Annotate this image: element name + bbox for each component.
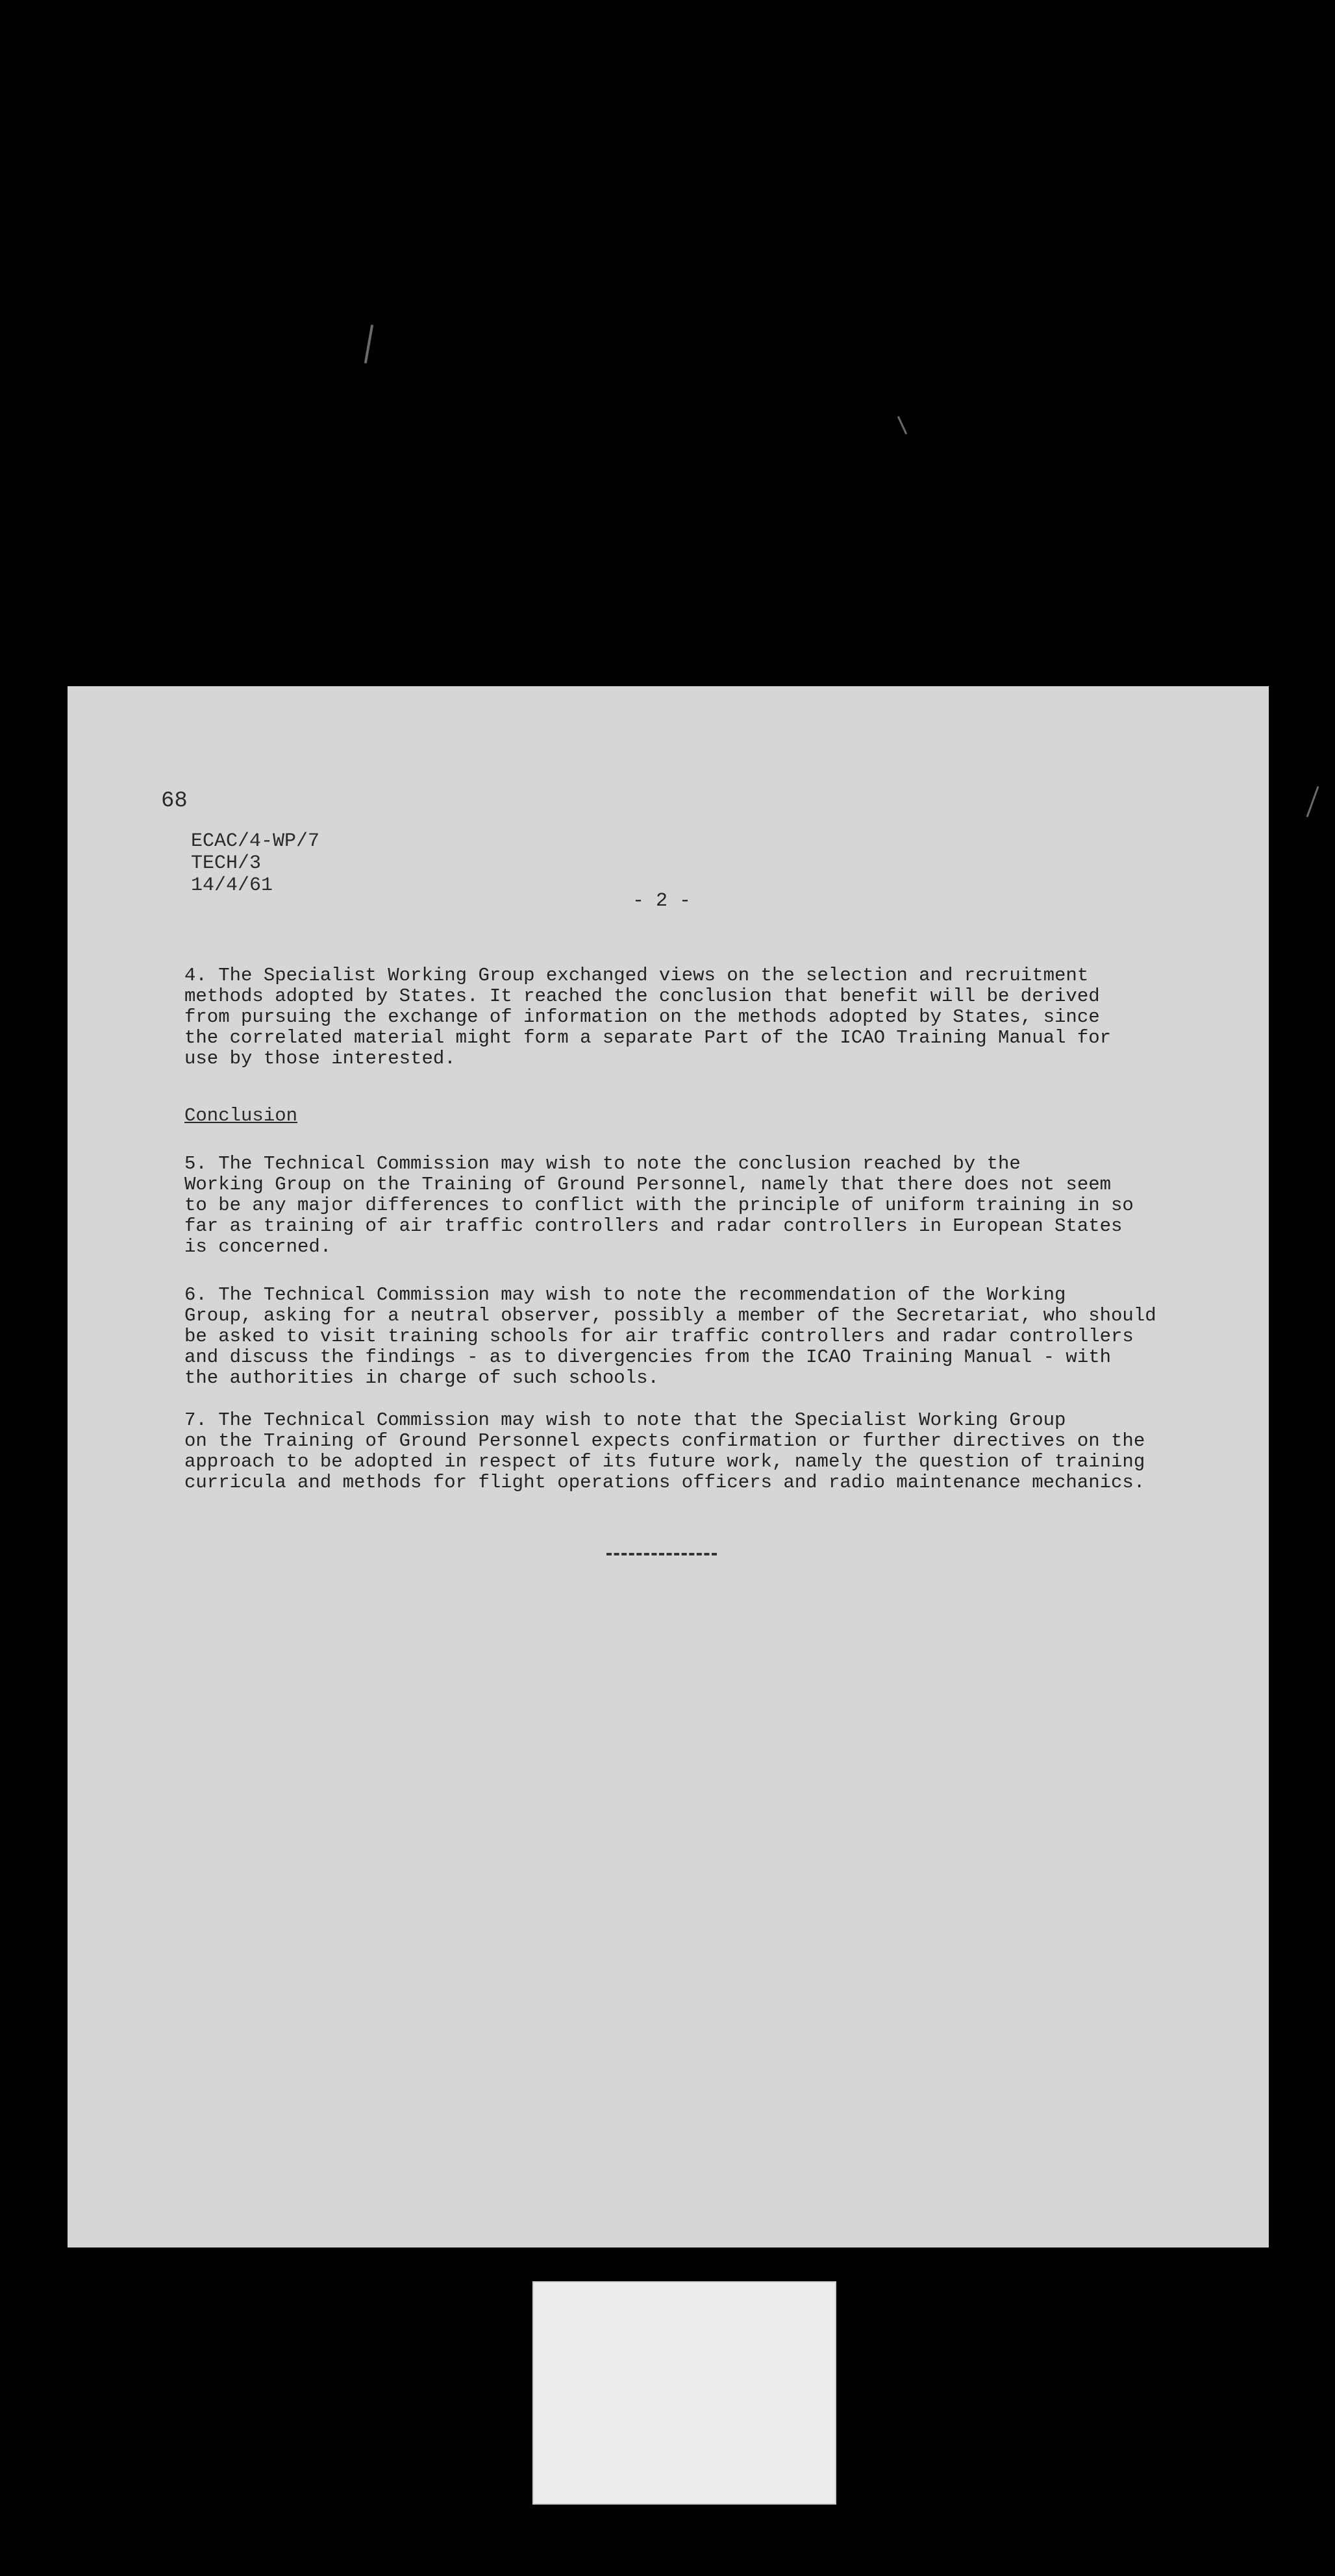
film-scratch-mark	[364, 325, 373, 364]
paragraph-6: 6. The Technical Commission may wish to note the recommendation of the Working Group, asking for a neutral observer, possibly a member of the Secretariat, who should be asked to visit training schools for air traffic controllers and radar controllers and discuss the findings - as to divergencies from the ICAO Training Manual - with the authorities in charge of such schools.	[184, 1284, 1156, 1389]
document-page	[68, 686, 1269, 2248]
reference-line: TECH/3	[191, 852, 262, 874]
end-of-document-rule	[606, 1553, 717, 1555]
paragraph-5: 5. The Technical Commission may wish to note the conclusion reached by the Working Group on the Training of Ground Personnel, namely that there does not seem to be any major differences to conflict with the principle of uniform training in so far as training of air traffic controllers and radar controllers in European States is concerned.	[184, 1153, 1134, 1257]
film-scratch-mark	[1306, 786, 1319, 817]
reference-line: ECAC/4-WP/7	[191, 830, 320, 852]
film-scratch-mark	[897, 416, 907, 434]
page-number: 68	[161, 789, 188, 813]
reference-line: 14/4/61	[191, 874, 273, 897]
conclusion-heading: Conclusion	[184, 1105, 298, 1126]
center-page-number: - 2 -	[632, 890, 692, 912]
document-reference	[191, 830, 319, 897]
paragraph-7: 7. The Technical Commission may wish to note that the Specialist Working Group on the Training of Ground Personnel expects confirmation or further directives on the approach to be adopted in respect of its future work, namely the question of training curricula and methods for flight operations officers and radio maintenance mechanics.	[184, 1409, 1145, 1493]
paragraph-4: 4. The Specialist Working Group exchanged views on the selection and recruitment methods adopted by States. It reached the conclusion that benefit will be derived from pursuing the exchange of information on the methods adopted by States, since the correlated material might form a separate Part of the ICAO Training Manual for use by those interested.	[184, 965, 1112, 1069]
blank-target-card	[532, 2281, 836, 2505]
